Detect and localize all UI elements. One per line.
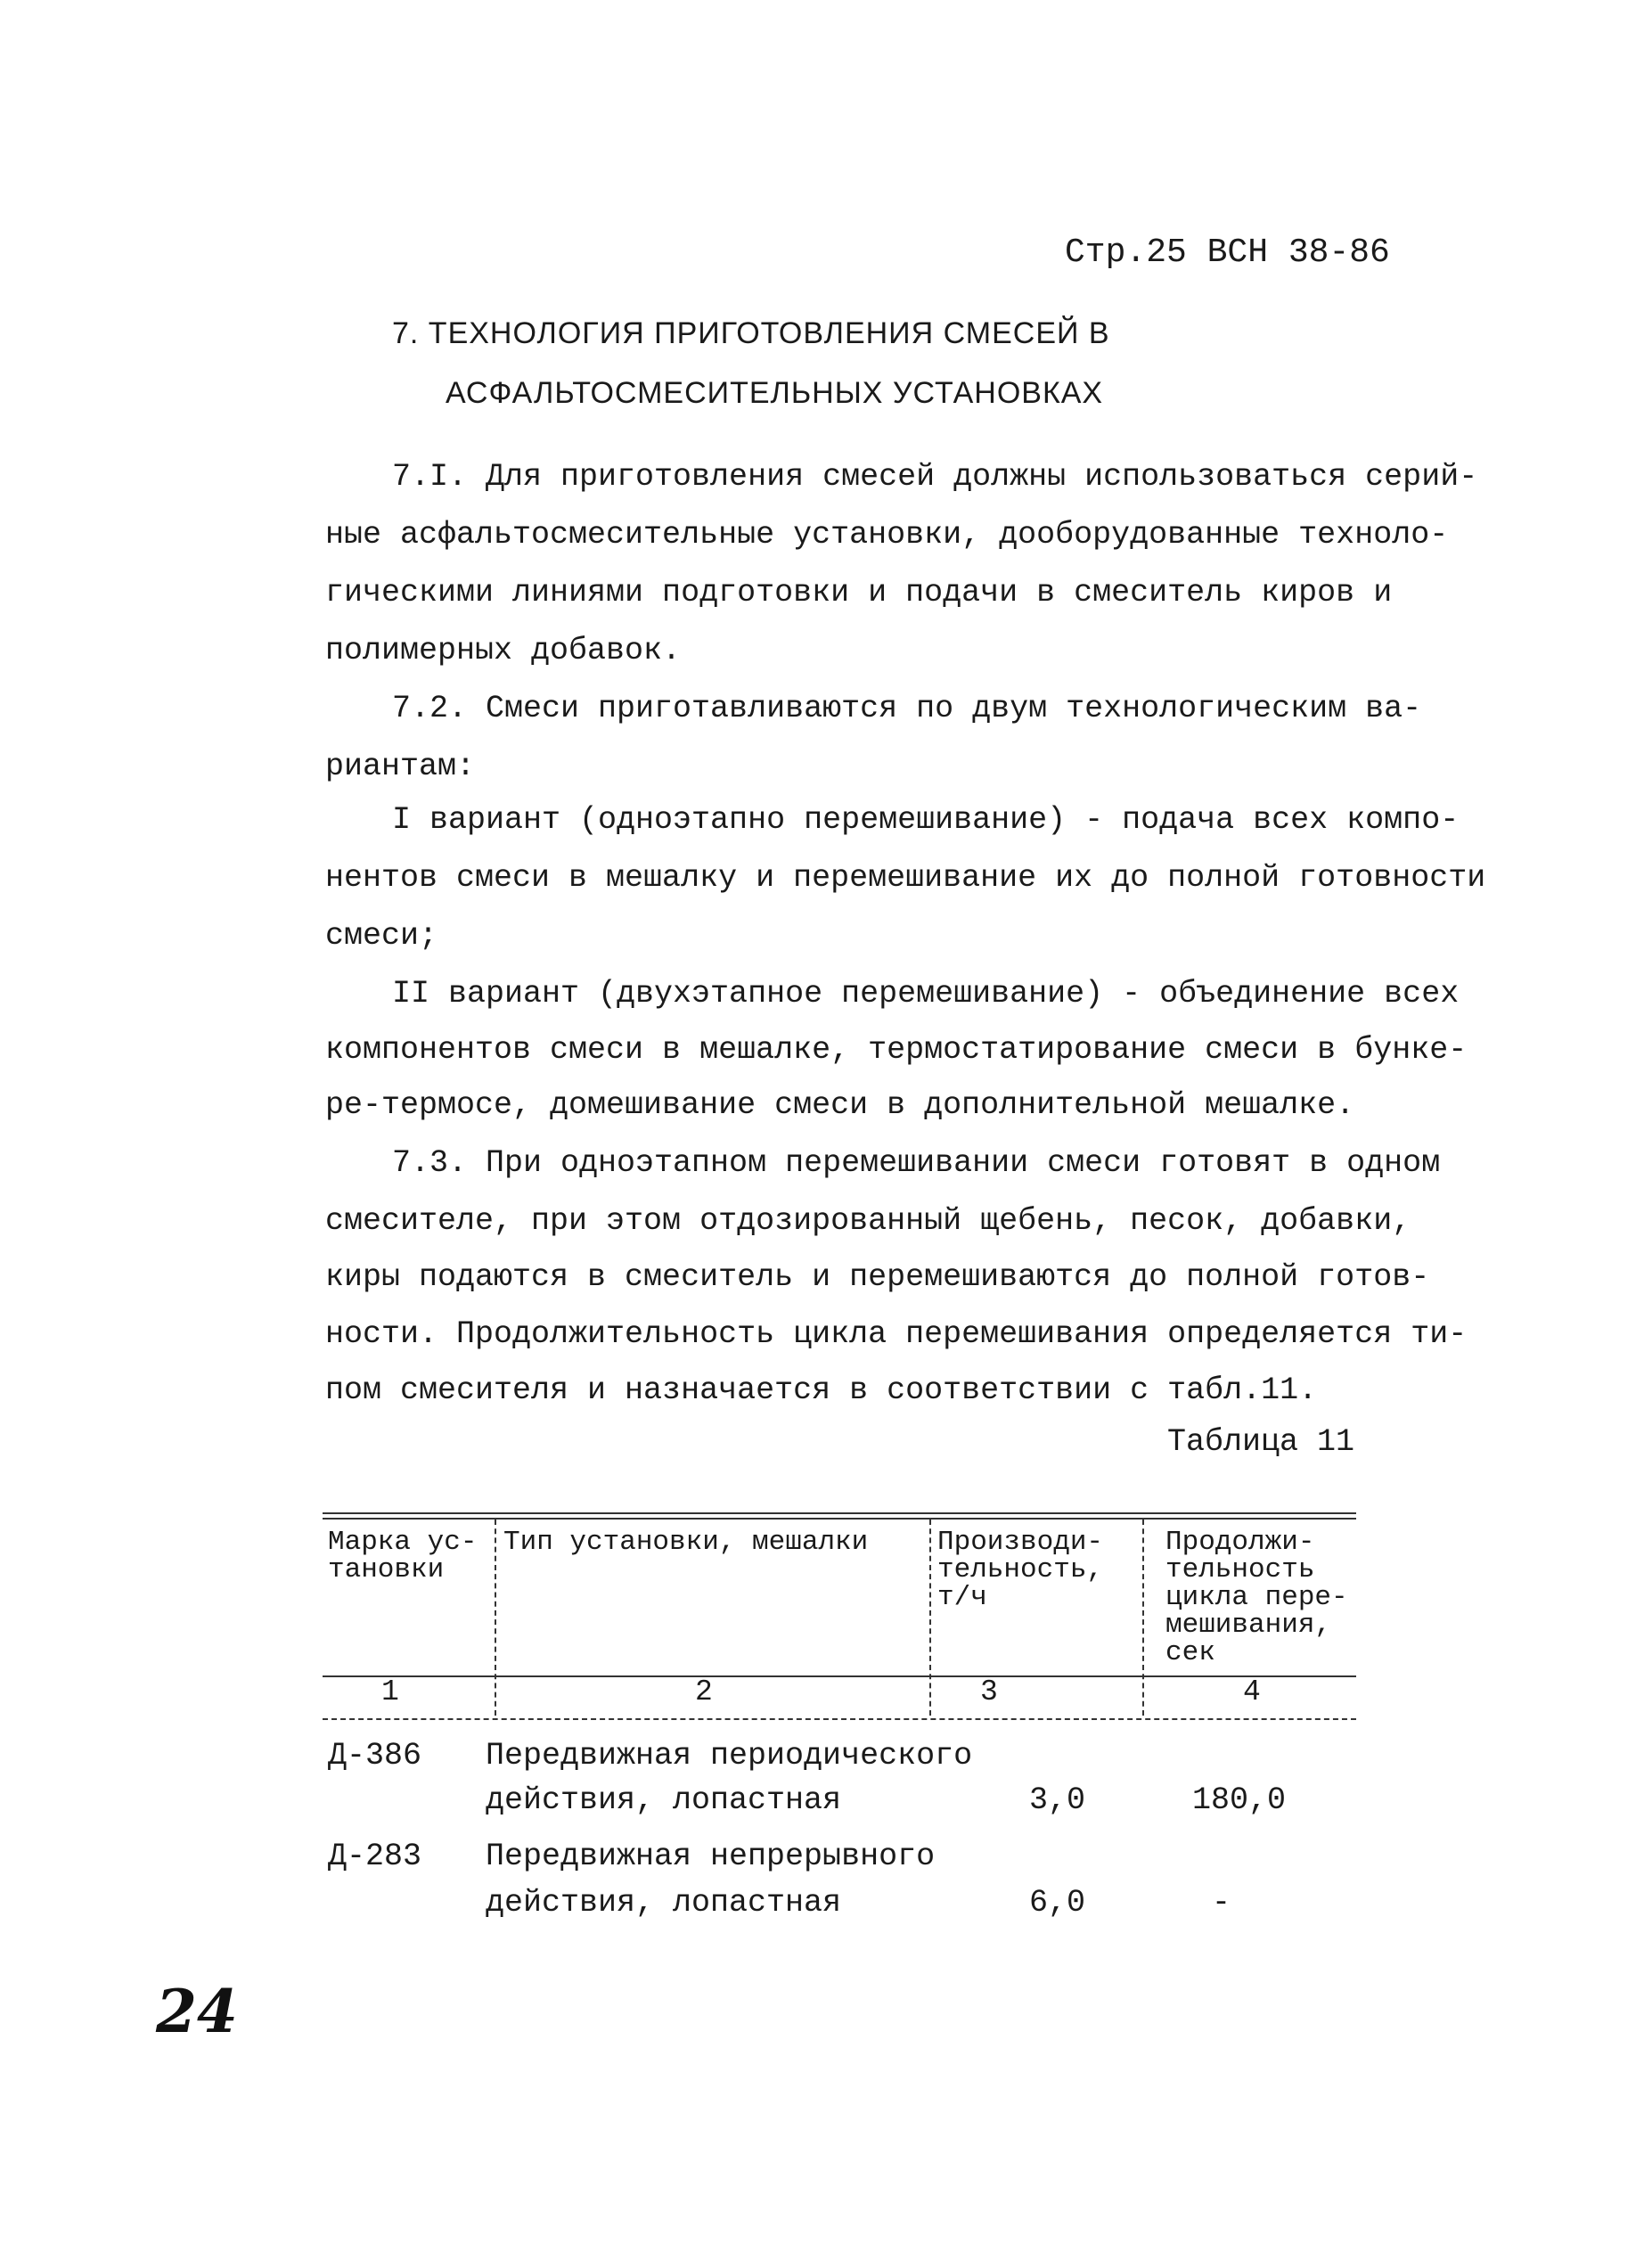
column-divider — [495, 1520, 496, 1716]
column-divider — [929, 1520, 931, 1716]
header-separator — [323, 1675, 1356, 1677]
body-line: пом смесителя и назначается в соответствии с табл.11. — [325, 1372, 1318, 1408]
column-header-duration: Продолжи- тельность цикла пере- мешивания, сек — [1165, 1527, 1348, 1668]
column-header-type: Тип установки, мешалки — [503, 1527, 869, 1558]
column-divider — [1142, 1520, 1144, 1716]
section-title-line-1: 7. ТЕХНОЛОГИЯ ПРИГОТОВЛЕНИЯ СМЕСЕЙ В — [392, 316, 1110, 350]
column-number: 2 — [695, 1675, 713, 1708]
cell-type: действия, лопастная — [486, 1782, 842, 1818]
cell-type: действия, лопастная — [486, 1885, 842, 1921]
column-number: 1 — [381, 1675, 399, 1708]
body-line: смесителе, при этом отдозированный щебень, песок, добавки, — [325, 1203, 1411, 1239]
body-line: 7.3. При одноэтапном перемешивании смеси готовят в одном — [392, 1145, 1441, 1181]
table-top-rule — [323, 1518, 1356, 1520]
body-line: ности. Продолжительность цикла перемешивания определяется ти- — [325, 1316, 1468, 1352]
body-line: смеси; — [325, 918, 438, 954]
column-number: 3 — [980, 1675, 998, 1708]
body-line: II вариант (двухэтапное перемешивание) - объединение всех — [392, 976, 1460, 1012]
cell-type: Передвижная непрерывного — [486, 1839, 936, 1874]
cell-mark: Д-386 — [328, 1738, 422, 1774]
body-line: ные асфальтосмесительные установки, дооборудованные техноло- — [325, 517, 1449, 553]
cell-type: Передвижная периодического — [486, 1738, 973, 1774]
body-line: ре-термосе, домешивание смеси в дополнительной мешалке. — [325, 1087, 1355, 1123]
cell-duration: 180,0 — [1192, 1782, 1287, 1818]
cell-capacity: 6,0 — [1029, 1885, 1086, 1921]
section-title-line-2: АСФАЛЬТОСМЕСИТЕЛЬНЫХ УСТАНОВКАХ — [446, 376, 1104, 410]
body-line: 7.2. Смеси приготавливаются по двум технологическим ва- — [392, 691, 1422, 726]
body-line: киры подаются в смеситель и перемешиваются до полной готов- — [325, 1259, 1430, 1295]
column-header-mark: Марка ус- тановки — [328, 1527, 478, 1585]
cell-duration: - — [1212, 1885, 1231, 1921]
column-number: 4 — [1243, 1675, 1261, 1708]
handwritten-page-number: 24 — [156, 1977, 238, 2046]
body-line: I вариант (одноэтапно перемешивание) - подача всех компо- — [392, 802, 1460, 838]
body-line: нентов смеси в мешалку и перемешивание их до полной готовности — [325, 860, 1486, 896]
table-caption: Таблица 11 — [1167, 1424, 1355, 1460]
body-line: компонентов смеси в мешалке, термостатирование смеси в бунке- — [325, 1032, 1468, 1068]
body-line: 7.I. Для приготовления смесей должны использоваться серий- — [392, 459, 1478, 495]
body-line: гическими линиями подготовки и подачи в смеситель киров и — [325, 575, 1393, 610]
table-top-rule — [323, 1512, 1356, 1514]
column-header-capacity: Производи- тельность, т/ч — [937, 1527, 1104, 1613]
column-number-separator — [323, 1718, 1356, 1720]
body-line: риантам: — [325, 749, 476, 784]
body-line: полимерных добавок. — [325, 633, 682, 668]
cell-capacity: 3,0 — [1029, 1782, 1086, 1818]
page-reference: Стр.25 ВСН 38-86 — [1065, 233, 1390, 272]
cell-mark: Д-283 — [328, 1839, 422, 1874]
